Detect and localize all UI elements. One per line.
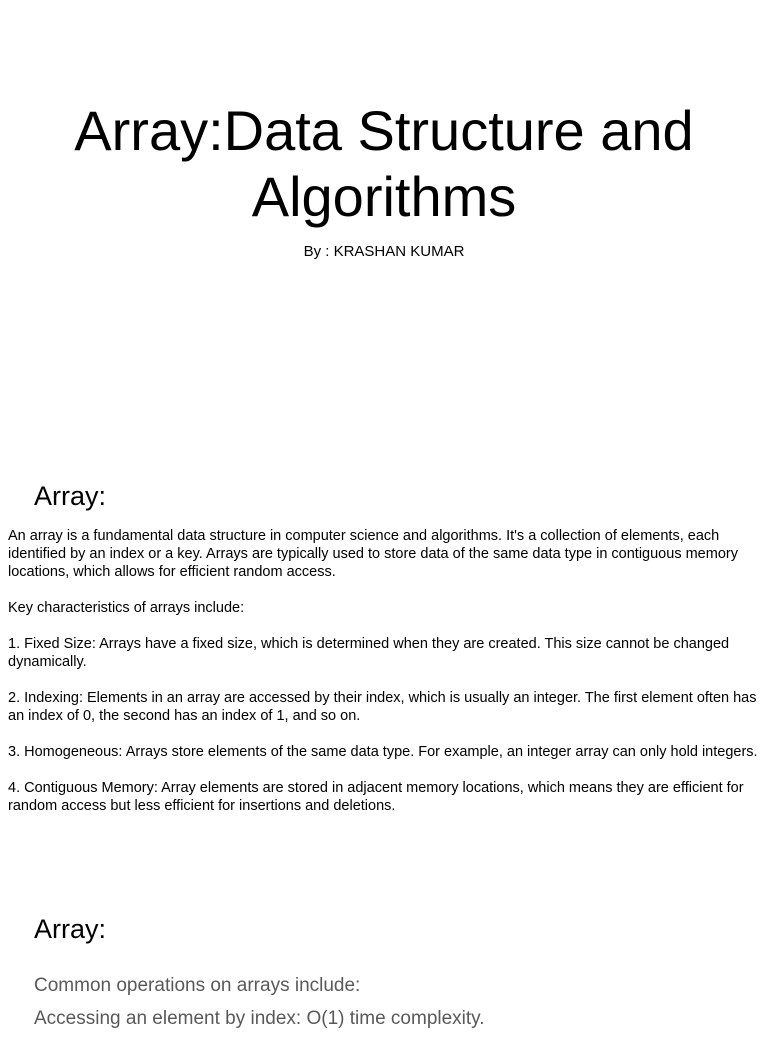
title-line-1: Array:Data Structure and <box>74 99 694 162</box>
section-body-array <box>8 527 760 833</box>
list-item-fixed-size: 1. Fixed Size: Arrays have a fixed size, which is determined when they are created. This size cannot be changed dynamically. <box>8 636 730 670</box>
paragraph-intro: An array is a fundamental data structure in computer science and algorithms. It's a collection of elements, each identified by an index or a key. Arrays are typically used to store data of the same data type in contiguous memory locations, which allows for efficient random access. <box>8 528 738 580</box>
paragraph-operation-access: Accessing an element by index: O(1) time complexity. <box>34 1008 485 1029</box>
document-title <box>0 98 768 230</box>
paragraph-operations-intro: Common operations on arrays include: <box>34 975 361 996</box>
paragraph-key-characteristics: Key characteristics of arrays include: <box>8 600 245 616</box>
list-item-contiguous-memory: 4. Contiguous Memory: Array elements are stored in adjacent memory locations, which means they are efficient for random access but less efficient for insertions and deletions. <box>8 780 744 814</box>
section-body-operations <box>34 974 754 1040</box>
author-byline: By : KRASHAN KUMAR <box>303 243 465 260</box>
list-item-homogeneous: 3. Homogeneous: Arrays store elements of the same data type. For example, an integer array can only hold integers. <box>8 744 758 760</box>
section-heading-array-operations: Array: <box>34 914 107 944</box>
list-item-indexing: 2. Indexing: Elements in an array are accessed by their index, which is usually an integer. The first element often has an index of 0, the second has an index of 1, and so on. <box>8 690 757 724</box>
title-line-2: Algorithms <box>251 165 517 228</box>
section-heading-array: Array: <box>34 481 107 511</box>
